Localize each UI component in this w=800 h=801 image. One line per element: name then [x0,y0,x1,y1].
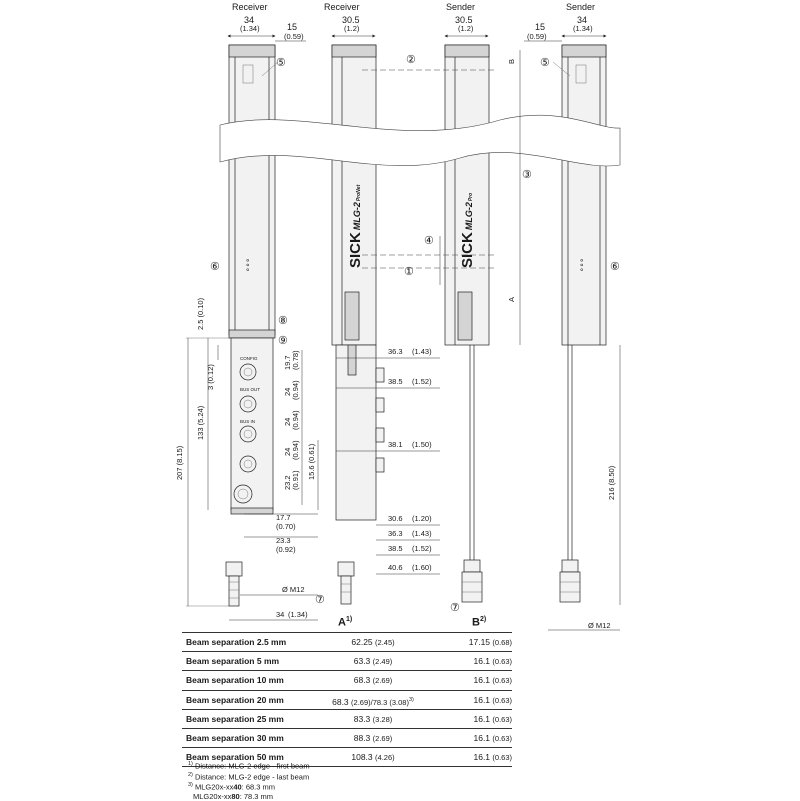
svg-text:34: 34 [244,15,255,25]
svg-text:⑨: ⑨ [278,335,288,347]
svg-text:⑤: ⑤ [540,57,550,69]
svg-text:Ø M12: Ø M12 [282,585,305,594]
sender-dimensions [548,345,620,630]
column-head-a: $A^{1)}$ [338,616,353,629]
svg-text:Ø M12: Ø M12 [588,621,611,630]
table-row: Beam separation 5 mm 63.3 (2.49) 16.1 (0.63) [182,652,512,671]
svg-text:①: ① [404,266,414,278]
connector-label-busin: BUS IN [240,419,256,424]
break-band [220,115,620,166]
svg-text:23.2: 23.2 [283,475,292,490]
svg-text:(1.34): (1.34) [573,24,593,33]
svg-text:15: 15 [535,22,546,32]
footnote-2: $^{2)}$ Distance: MLG-2 edge - last beam [188,771,310,781]
svg-text:(1.34): (1.34) [240,24,260,33]
svg-text:24: 24 [283,417,292,426]
table-row: Beam separation 20 mm 68.3 (2.69)/78.3 $(3.08)^{3)}$ 16.1 (0.63) [182,691,512,710]
svg-text:⑦: ⑦ [450,602,460,614]
svg-text:②: ② [406,54,416,66]
svg-text:∘∘∘: ∘∘∘ [577,257,586,272]
svg-text:⑥: ⑥ [610,261,620,273]
svg-text:15: 15 [287,22,298,32]
footnote-3: $^{3)}$ MLG20x-xx40: 68.3 mm [188,782,276,792]
svg-text:(0.94): (0.94) [291,380,300,400]
svg-text:(0.59): (0.59) [284,32,304,41]
svg-text:(1.43): (1.43) [412,347,432,356]
svg-text:38.1: 38.1 [388,440,403,449]
connector-label-config: CONFIG [240,356,258,361]
dim-letter-a: A [507,296,516,302]
svg-text:34: 34 [577,15,588,25]
left-dimensions [175,297,230,606]
svg-text:24: 24 [283,387,292,396]
table-row: Beam separation 50 mm 108.3 (4.26) 16.1 (0.63) [182,748,512,767]
footnote-1: $^{1)}$ Distance: MLG-2 edge - first beam [188,761,310,771]
svg-text:30.5: 30.5 [455,15,473,25]
svg-text:19.7: 19.7 [283,355,292,370]
svg-text:34: 34 [276,610,285,619]
svg-text:(1.2): (1.2) [344,24,360,33]
svg-text:36.3: 36.3 [388,529,403,538]
svg-text:30.6: 30.6 [388,514,403,523]
svg-text:(0.59): (0.59) [527,32,547,41]
table-row: Beam separation 10 mm 68.3 (2.69) 16.1 (0.63) [182,671,512,690]
svg-text:30.5: 30.5 [342,15,360,25]
svg-text:24: 24 [283,447,292,456]
svg-text:2.5 (0.10): 2.5 (0.10) [196,297,205,330]
top-dimensions [228,15,606,41]
svg-text:17.7: 17.7 [276,513,291,522]
svg-text:(0.70): (0.70) [276,522,296,531]
svg-text:23.3: 23.3 [276,536,291,545]
svg-text:(0.94): (0.94) [291,440,300,460]
beam-separation-table [182,632,512,767]
svg-text:(1.34): (1.34) [288,610,308,619]
dim-letter-b: B [507,58,516,64]
svg-text:(0.94): (0.94) [291,410,300,430]
brand-logo-sender: SICKMLG-2Pro [459,192,476,268]
svg-text:(1.60): (1.60) [412,563,432,572]
svg-text:(1.2): (1.2) [458,24,474,33]
svg-text:38.5: 38.5 [388,544,403,553]
view-title-receiver-left: Receiver [232,2,268,12]
svg-text:③: ③ [522,169,532,181]
view-title-sender-right: Sender [566,2,596,12]
svg-text:3 (0.12): 3 (0.12) [206,364,215,390]
table-row: Beam separation 25 mm 83.3 (3.28) 16.1 (0.63) [182,710,512,729]
svg-text:40.6: 40.6 [388,563,403,572]
svg-text:(1.50): (1.50) [412,440,432,449]
svg-text:133 (5.24): 133 (5.24) [196,405,205,440]
svg-text:⑥: ⑥ [210,261,220,273]
svg-text:④: ④ [424,235,434,247]
svg-text:207 (8.15): 207 (8.15) [175,445,184,480]
svg-text:⑦: ⑦ [315,594,325,606]
svg-text:216 (8.50): 216 (8.50) [607,465,616,500]
table-row: Beam separation 30 mm 88.3 (2.69) 16.1 (0.63) [182,729,512,748]
svg-text:(1.52): (1.52) [412,377,432,386]
view-title-sender-mid: Sender [446,2,476,12]
svg-text:∘∘∘: ∘∘∘ [243,257,252,272]
footnote-3b: MLG20x-xx80: 78.3 mm [193,791,274,801]
svg-text:15.6 (0.61): 15.6 (0.61) [307,443,316,480]
svg-text:(1.20): (1.20) [412,514,432,523]
table-row: Beam separation 2.5 mm 62.25 (2.45) 17.15 (0.68) [182,632,512,652]
svg-text:(0.91): (0.91) [291,470,300,490]
svg-text:⑤: ⑤ [276,57,286,69]
svg-text:⑧: ⑧ [278,315,288,327]
connector-label-busout: BUS OUT [240,387,261,392]
svg-text:(0.78): (0.78) [291,350,300,370]
footnotes [188,760,310,801]
column-head-b: $B^{2)}$ [472,616,487,629]
svg-text:36.3: 36.3 [388,347,403,356]
svg-text:(1.52): (1.52) [412,544,432,553]
view-title-receiver-mid: Receiver [324,2,360,12]
svg-text:(0.92): (0.92) [276,545,296,554]
brand-logo-receiver: SICKMLG-2ProNet [347,184,364,268]
svg-text:38.5: 38.5 [388,377,403,386]
svg-text:(1.43): (1.43) [412,529,432,538]
